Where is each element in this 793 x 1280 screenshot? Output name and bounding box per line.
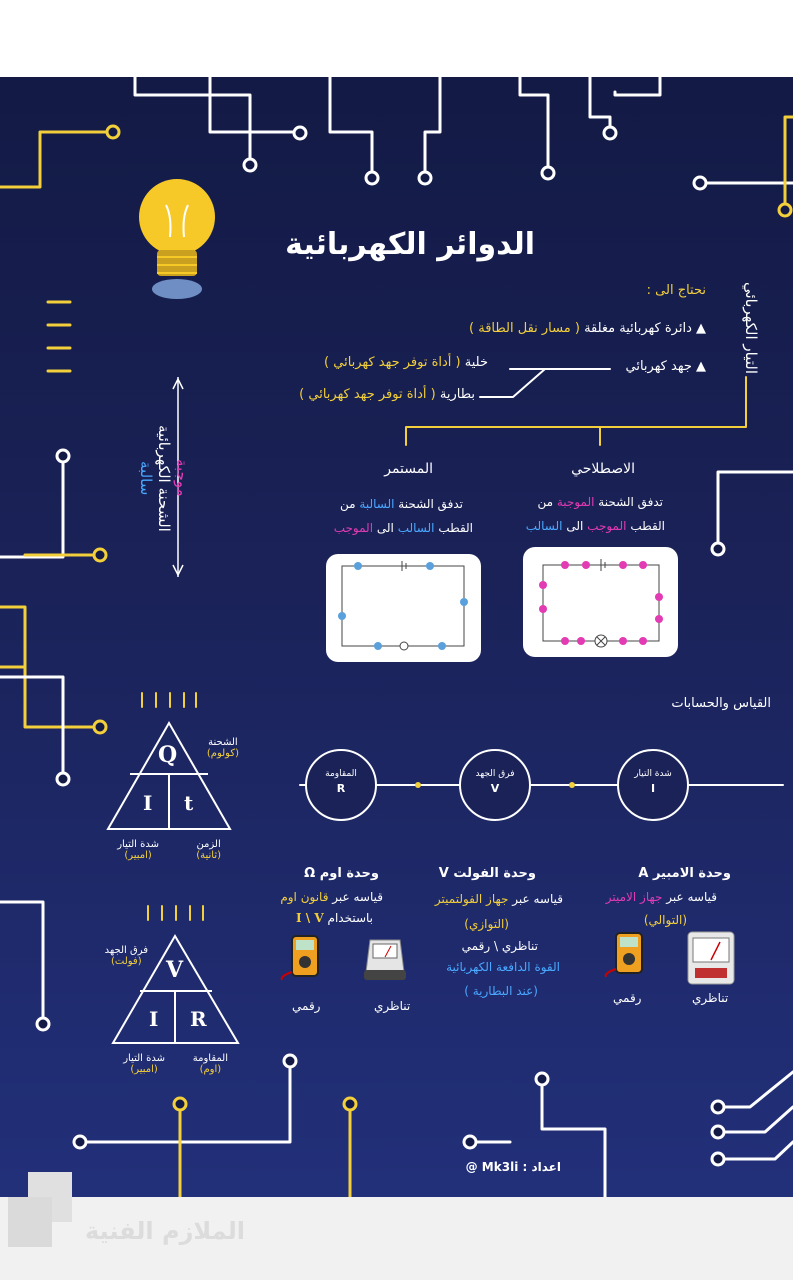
triangle-v-left: I <box>149 1007 159 1031</box>
footer-band <box>0 1197 793 1280</box>
electron-line-1: تدفق الشحنة السالبة من <box>340 497 463 511</box>
ohm-digital-label: رقمي <box>292 999 321 1013</box>
ampere-digital-label: رقمي <box>613 991 642 1005</box>
need-item-1: ▲ دائرة كهربائية مغلقة ( مسار نقل الطاقة ) <box>469 321 706 336</box>
side-title: التيار الكهربائي <box>742 282 760 375</box>
triangle-v-top-label: فرق الجهد (فولت) <box>104 945 148 967</box>
conventional-line-2: القطب الموجب الى السالب <box>525 519 665 533</box>
triangle-v-top: V <box>166 957 184 983</box>
triangle-q-top: Q <box>158 742 178 768</box>
triangle-q-left-label: شدة التيار (امبير) <box>117 839 159 861</box>
bulb-icon <box>139 179 215 299</box>
triangle-q-right-label: الزمن (ثانية) <box>196 839 221 861</box>
ampere-title: وحدة الامبير A <box>638 866 731 881</box>
ohm-analog-label: تناظري <box>374 999 411 1013</box>
page-title: الدوائر الكهربائية <box>285 227 535 262</box>
ampere-desc: قياسه عبر جهاز الاميتر <box>605 890 717 904</box>
watermark-logo-icon <box>8 1172 72 1272</box>
conventional-circuit-diagram <box>523 547 678 657</box>
electron-circuit-diagram <box>326 554 481 662</box>
poster <box>0 77 793 1197</box>
conventional-circuit-card <box>523 547 678 657</box>
needs-label: نحتاج الى : <box>646 283 706 298</box>
cell-source: خلية ( أداة توفر جهد كهربائي ) <box>324 355 488 370</box>
ohm-desc: قياسه عبر قانون اوم <box>280 890 383 904</box>
watermark-text: الملازم الفنية <box>85 1217 245 1245</box>
ampere-analog-label: تناظري <box>692 991 729 1005</box>
volt-desc: قياسه عبر جهاز الفولتميتر <box>434 892 563 906</box>
conventional-line-1: تدفق الشحنة الموجبة من <box>537 495 663 509</box>
voltage-circle: فرق الجهد V <box>475 769 515 795</box>
measure-title: القياس والحسابات <box>671 696 771 711</box>
ohm-use: باستخدام I \ V <box>296 911 373 925</box>
triangle-q-top-label: الشحنة (كولوم) <box>206 737 239 759</box>
ampere-mode: (التوالي) <box>643 913 687 927</box>
triangle-v-right-label: المقاومة (اوم) <box>192 1053 228 1075</box>
conventional-title: الاصطلاحي <box>571 461 635 477</box>
triangle-q-right: t <box>184 791 194 815</box>
digital-ammeter-icon <box>602 931 650 979</box>
current-circle: شدة التيار I <box>634 769 672 795</box>
need-item-2: ▲ جهد كهربائي <box>625 359 706 374</box>
resistance-circle: المقاومة R <box>325 769 357 795</box>
digital-ohmmeter-icon <box>278 934 328 984</box>
electron-line-2: القطب السالب الى الموجب <box>333 521 473 535</box>
volt-title: وحدة الفولت V <box>438 866 536 881</box>
analog-ammeter-icon <box>686 930 736 986</box>
volt-emf-note: (عند البطارية ) <box>464 984 538 998</box>
credit: اعداد : @ Mk3li <box>465 1160 561 1174</box>
volt-mode: (التوازي) <box>464 917 509 931</box>
triangle-v-right: R <box>190 1007 207 1031</box>
triangle-q-left: I <box>143 791 153 815</box>
analog-ohmmeter-icon <box>360 932 410 984</box>
charge-label: موجبة الشحنة الكهربائية سالبة <box>137 424 191 532</box>
electron-circuit-card <box>326 554 481 662</box>
ohm-title: وحدة اوم Ω <box>304 866 379 881</box>
electron-title: المستمر <box>384 461 433 477</box>
volt-emf: القوة الدافعة الكهربائية <box>446 960 560 974</box>
battery-source: بطارية ( أداة توفر جهد كهربائي ) <box>299 387 475 402</box>
triangle-v-left-label: شدة التيار (امبير) <box>123 1053 165 1075</box>
volt-types: تناظري \ رقمي <box>461 939 538 953</box>
